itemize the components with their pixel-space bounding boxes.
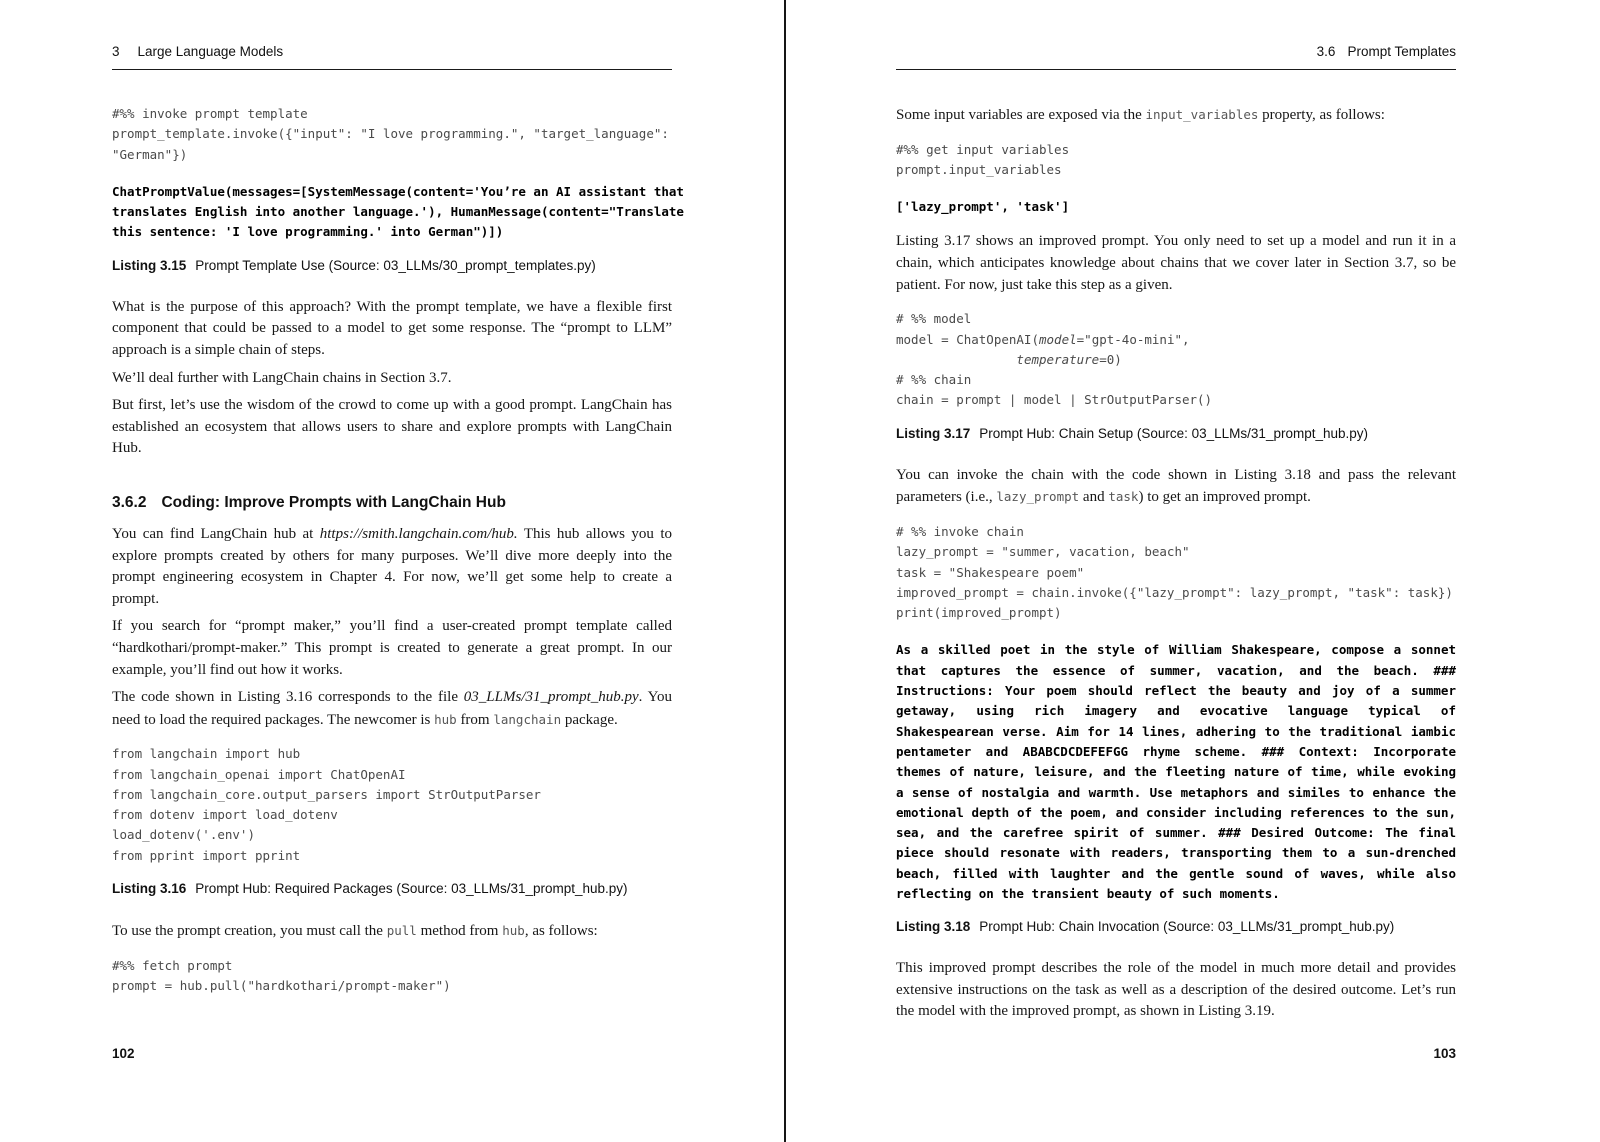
text-segment: If you search for “prompt maker,” you’ll find a user-created prompt template called “hardkothari/prompt-maker.” This prompt is created to generate a great prompt. In our example, you’ll find out how it works. [112,618,672,678]
code-block [112,744,672,866]
code-line: lazy_prompt = "summer, vacation, beach" [896,544,1190,560]
inline-code: task [1108,489,1139,505]
code-line [896,350,1456,370]
italic-text: 03_LLMs/31_prompt_hub.py [463,689,639,706]
section-number: 3.6.2 [112,493,147,511]
text-segment: =0) [1099,351,1122,367]
code-line: from langchain_openai import ChatOpenAI [112,766,406,782]
paragraph [112,920,672,943]
code-line: chain = prompt | model | StrOutputParser() [896,392,1213,408]
code-output [896,197,1456,217]
section-title: Coding: Improve Prompts with LangChain Hub [161,493,506,511]
listing-caption [112,881,672,896]
code-line: ChatPromptValue(messages=[SystemMessage(content='You’re an AI assistant that [112,183,684,199]
code-line: from pprint import pprint [112,847,301,863]
text-segment: method from [416,923,503,940]
running-head-section-title: Prompt Templates [1347,44,1456,59]
text-segment: ="gpt-4o-mini", [1076,331,1190,347]
paragraph [112,687,672,731]
page-content-left [112,104,684,996]
code-line: #%% invoke prompt template [112,106,308,121]
text-segment: Some input variables are exposed via the [896,107,1146,123]
text-segment: You can invoke the chain with the code shown in Listing 3.18 and pass the relevant parameters (i.e., [896,466,1456,506]
text-segment: We’ll deal further with LangChain chains in Section 3.7. [112,369,452,386]
code-block [896,140,1456,181]
running-head-right [896,44,1456,70]
code-line: from langchain import hub [112,746,301,762]
listing-label: Listing 3.15 [112,257,187,273]
paragraph [112,395,672,460]
code-line: this sentence: 'I love programming.' into German")]) [112,224,504,240]
paragraph [112,297,672,362]
italic-text: https://smith.langchain.com/hub. [319,525,518,542]
paragraph [896,465,1456,509]
inline-code: pull [386,923,417,939]
text-segment: To use the prompt creation, you must call the [112,923,387,940]
paragraph [896,231,1456,296]
listing-title: Prompt Hub: Required Packages (Source: 03_LLMs/31_prompt_hub.py) [195,881,628,897]
code-line: print(improved_prompt) [896,605,1062,621]
listing-label: Listing 3.18 [896,919,971,935]
running-head-chapter-title: Large Language Models [137,44,284,59]
text-segment [896,352,1016,367]
code-line [896,330,1456,350]
text-segment: What is the purpose of this approach? With the prompt template, we have a flexible first component that could be passed to a model to get some response. The “prompt to LLM” approach is a simple chain of steps. [112,298,672,358]
text-segment: model = ChatOpenAI( [896,331,1039,347]
text-segment: , as follows: [524,923,598,940]
listing-title: Prompt Hub: Chain Setup (Source: 03_LLMs/31_prompt_hub.py) [979,425,1368,441]
code-block [896,309,1456,410]
code-block [112,956,672,997]
page-left [0,0,784,1142]
text-segment: and [1079,489,1109,506]
paragraph [896,104,1456,127]
code-line: # %% model [896,311,972,327]
paragraph [112,524,672,610]
code-output [112,182,684,243]
inline-code: hub [502,923,525,939]
page-right [786,0,1600,1142]
text-segment: Listing 3.17 shows an improved prompt. You only need to set up a model and run it in a chain, which anticipates knowledge about chains that we cover later in Section 3.7, so be patient. For now, just take this step as a given. [896,233,1456,293]
code-line: from langchain_core.output_parsers import StrOutputParser [112,786,541,802]
listing-label: Listing 3.16 [112,881,187,897]
code-line: translates English into another language.'), HumanMessage(content="Translate [112,204,684,220]
page-content-right [896,104,1456,1023]
code-line: prompt.input_variables [896,161,1062,177]
code-block [896,522,1456,623]
italic-text: temperature [1016,351,1100,367]
inline-code: langchain [493,711,562,727]
code-line: prompt = hub.pull("hardkothari/prompt-maker") [112,977,451,993]
text-segment: The code shown in Listing 3.16 corresponds to the file [112,689,464,706]
paragraph [112,368,672,390]
inline-code: input_variables [1145,107,1259,122]
text-segment: . You need to load the required packages. The newcomer is [112,689,673,728]
text-segment: ) to get an improved prompt. [1138,489,1311,506]
code-line: #%% get input variables [896,141,1070,157]
section-heading [112,494,672,512]
listing-caption [896,426,1456,441]
code-line: #%% fetch prompt [112,957,233,973]
listing-title: Prompt Hub: Chain Invocation (Source: 03_LLMs/31_prompt_hub.py) [979,919,1395,935]
code-line: from dotenv import load_dotenv [112,807,338,823]
text-segment: package. [561,711,618,728]
code-line: task = "Shakespeare poem" [896,564,1085,580]
running-head-left [112,44,672,70]
paragraph [896,958,1456,1023]
italic-text: model [1039,331,1077,347]
paragraph [112,616,672,681]
listing-caption [112,258,672,273]
text-segment: You can find LangChain hub at [112,525,320,542]
page-number-left: 102 [112,1046,135,1061]
inline-code: hub [434,711,457,727]
running-head-section-number: 3.6 [1316,44,1336,59]
code-line: "German"}) [112,146,188,162]
code-line: # %% invoke chain [896,523,1024,539]
code-line: load_dotenv('.env') [112,827,255,843]
code-line: improved_prompt = chain.invoke({"lazy_prompt": lazy_prompt, "task": task}) [896,584,1453,600]
text-segment: But first, let’s use the wisdom of the crowd to come up with a good prompt. LangChain has established an ecosystem that allows users to share and explore prompts with LangChain Hub. [112,397,672,457]
text-segment: from [456,711,494,728]
listing-caption [896,919,1456,934]
text-segment: This improved prompt describes the role of the model in much more detail and provides extensive instructions on the task as well as a description of the desired outcome. Let’s run the model with the improved prompt, as shown in Listing 3.19. [896,960,1456,1020]
listing-label: Listing 3.17 [896,425,971,441]
page-number-right: 103 [1433,1046,1456,1061]
code-output: As a skilled poet in the style of William Shakespeare, compose a sonnet that captures the essence of summer, vacation, and the beach. ### Instructions: Your poem should reflect the beauty and joy of a summer getaway, using rich imagery and evocative language typical of Shakespearean verse. Aim for 14 lines, adhering to the traditional iambic pentameter and ABABCDCDEFEFGG rhyme scheme. ### Context: Incorporate themes of nature, leisure, and the fleeting nature of time, while evoking a sense of nostalgia and warmth. Use metaphors and similes to enhance the emotional depth of the poem, and consider including references to the sun, sea, and the carefree spirit of summer. ### Desired Outcome: The final piece should resonate with readers, transporting them to a sun-drenched beach, filled with laughter and the gentle sound of waves, while also reflecting on the transient beauty of such moments. [896,642,1456,901]
code-line: ['lazy_prompt', 'task'] [896,199,1070,215]
text-segment: property, as follows: [1258,107,1385,123]
running-head-chapter-number: 3 [112,44,120,59]
code-block [112,104,672,165]
code-line: # %% chain [896,372,972,388]
code-line: prompt_template.invoke({"input": "I love programming.", "target_language": [112,126,669,142]
inline-code: lazy_prompt [996,489,1080,505]
listing-title: Prompt Template Use (Source: 03_LLMs/30_prompt_templates.py) [195,257,596,273]
text-segment: This hub allows you to explore prompts created by others for many purposes. We’ll dive more deeply into the prompt engineering ecosystem in Chapter 4. For now, we’ll get some help to create a prompt. [112,525,672,607]
